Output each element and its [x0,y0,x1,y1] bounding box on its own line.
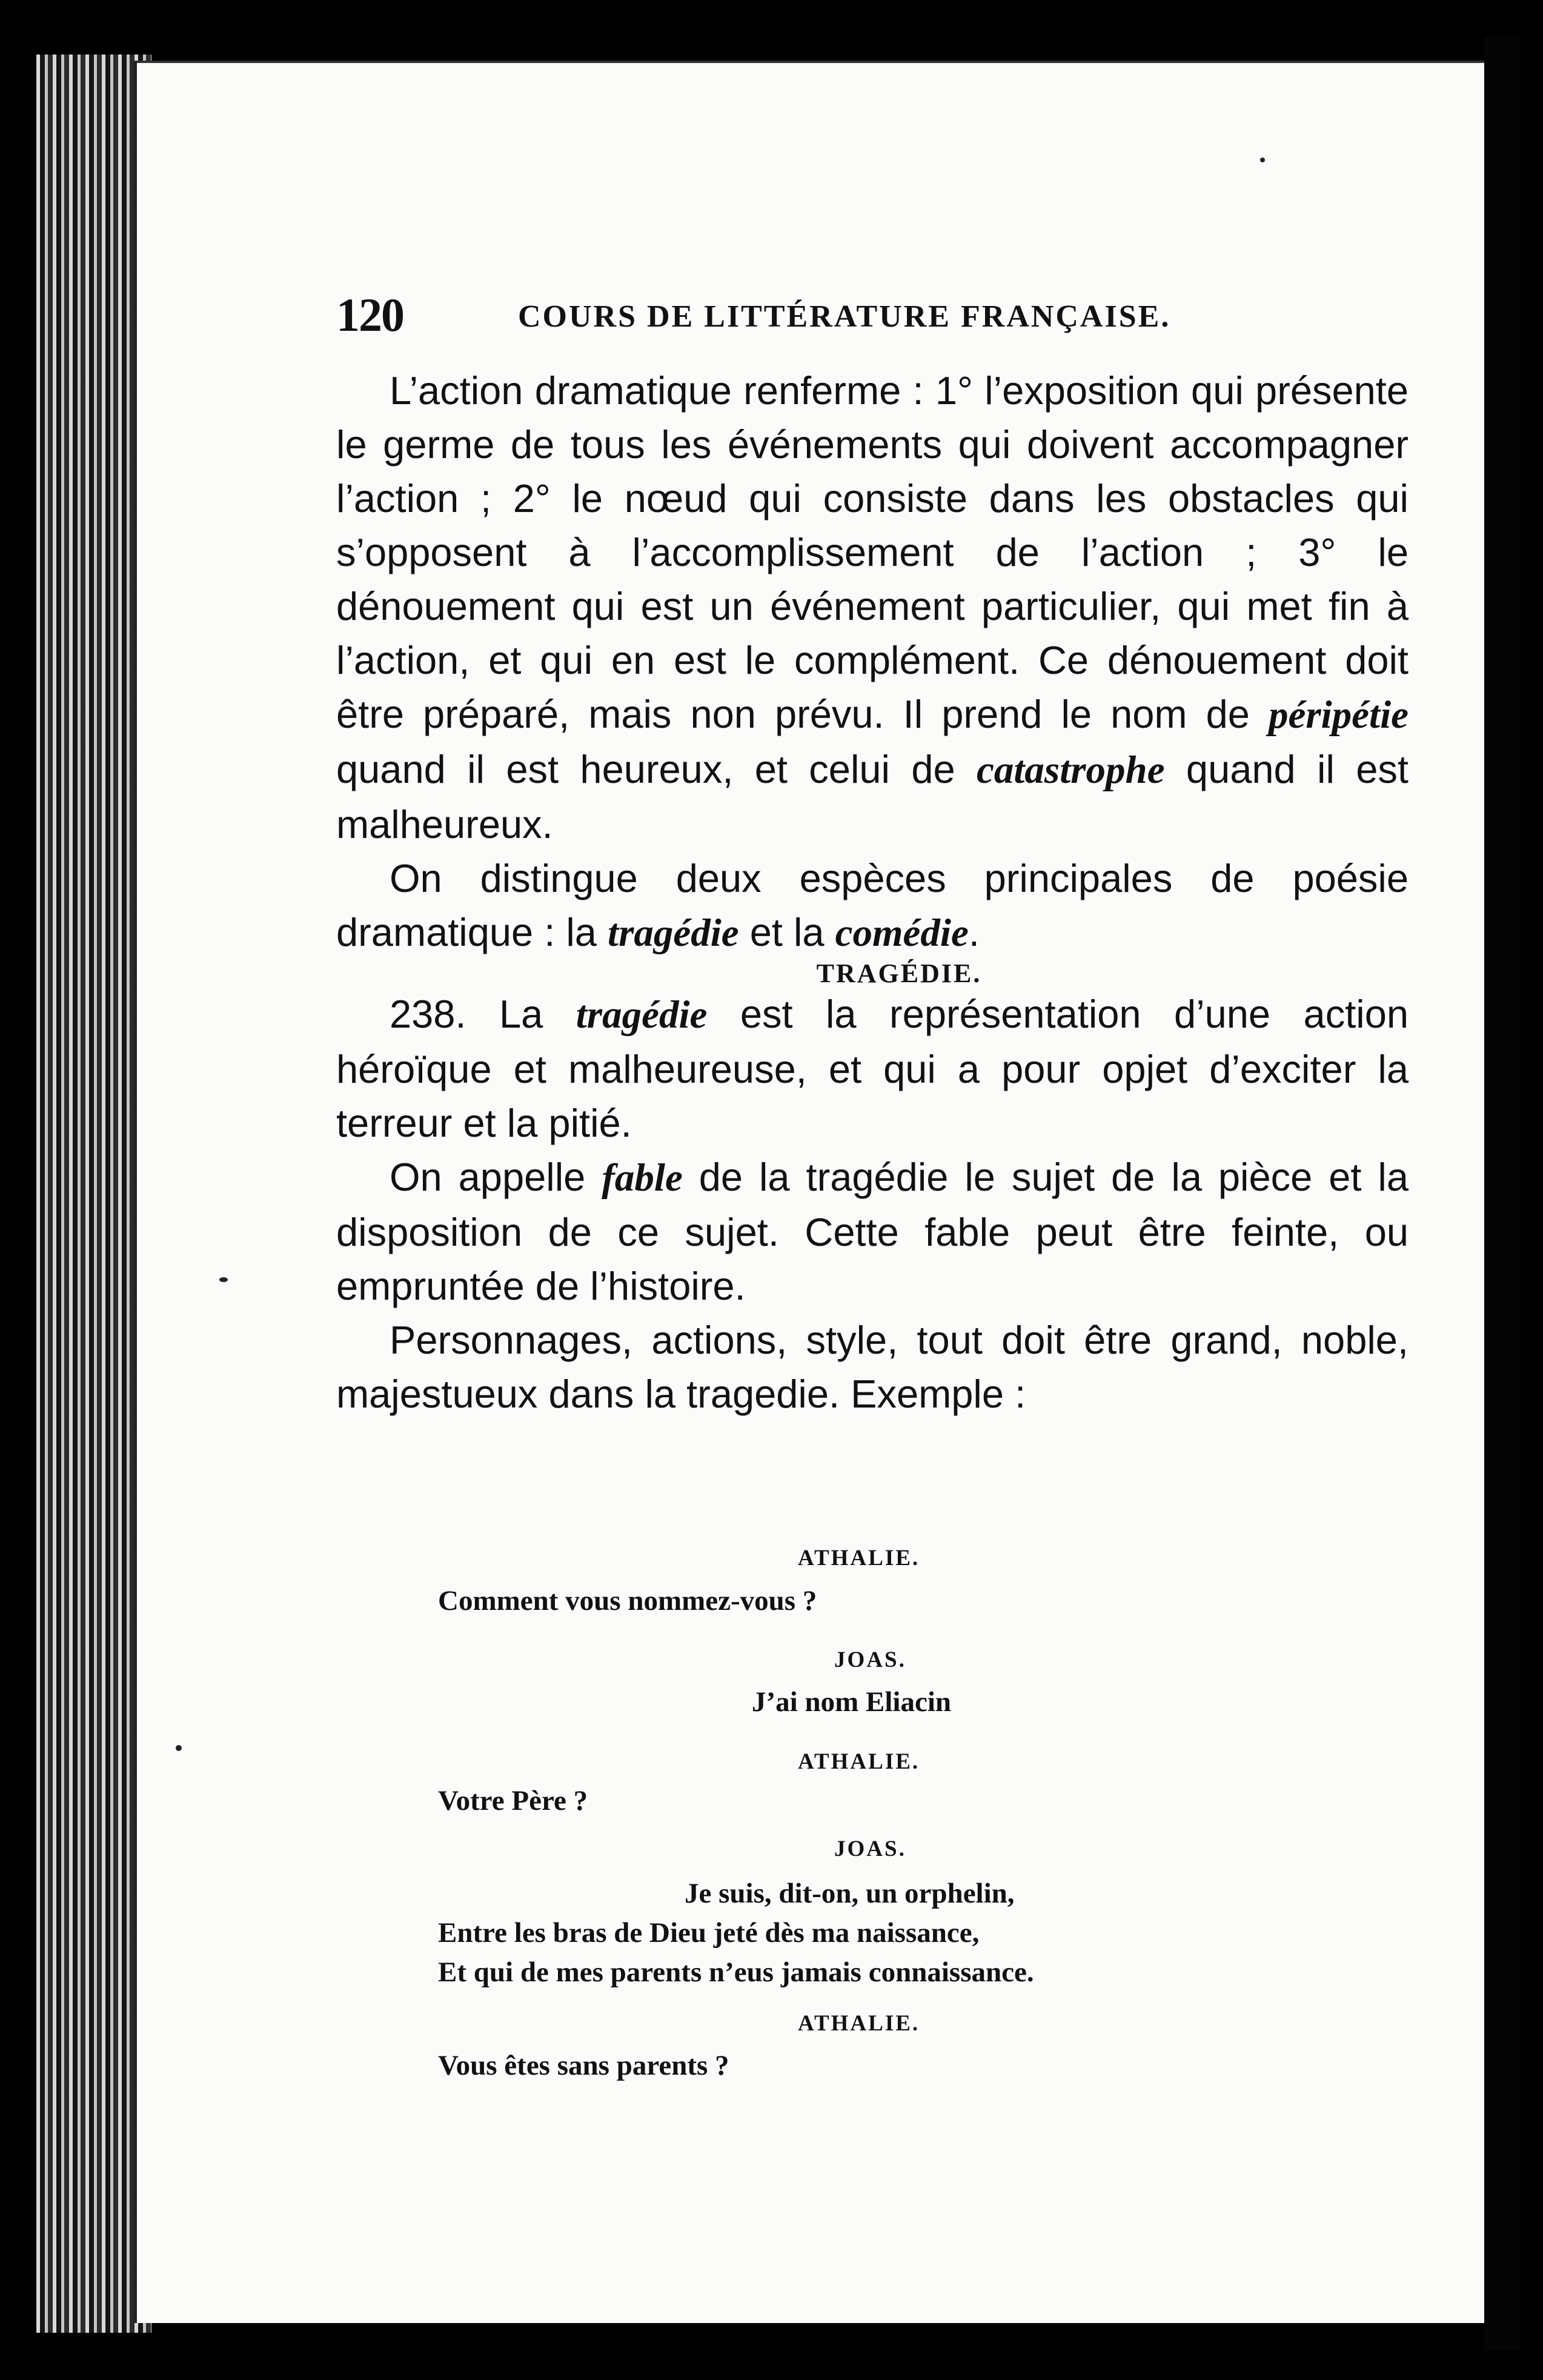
scan-speck [219,1277,228,1282]
scan-speck [176,1745,182,1751]
speaker-name: ATHALIE. [798,2011,920,2036]
verse-line: Vous êtes sans parents ? [438,2050,729,2081]
speaker-name: ATHALIE. [798,1749,920,1774]
verse-line: Votre Père ? [438,1785,588,1817]
italic-term: catastrophe [977,748,1165,792]
verse-line: Entre les bras de Dieu jeté dès ma naissance, [438,1917,980,1949]
text-run: de la tragédie le sujet de la pièce et la disposition de ce sujet. Cette fable peut être feinte, ou empruntée de l’histoire. [336,1155,1409,1308]
verse-line: Et qui de mes parents n’eus jamais connaissance. [438,1956,1034,1988]
text-run: . [968,910,980,954]
text-run: 238. La [390,992,576,1036]
text-run: quand il est malheureux. [336,747,1409,846]
page-number: 120 [336,288,403,341]
verse-line: Comment vous nommez-vous ? [438,1585,817,1617]
verse-line: J’ai nom Eliacin [752,1686,952,1718]
text-run: est la représentation d’une action héroïque et malheureuse, et qui a pour opjet d’exciter la terreur et la pitié. [336,992,1409,1145]
text-run: On distingue deux espèces principales de poésie dramatique : la [336,856,1409,954]
speaker-name: JOAS. [834,1837,906,1861]
italic-term: péripétie [1268,693,1409,737]
speaker-name: JOAS. [834,1647,906,1672]
italic-term: tragédie [576,993,708,1037]
scan-speck [1260,158,1265,162]
page-right-edge [1484,36,1521,2351]
text-run: quand il est heureux, et celui de [336,747,977,791]
paragraph-tragedie [336,987,1409,1150]
page-header [336,288,1196,341]
running-head: COURS DE LITTÉRATURE FRANÇAISE. [518,299,1171,334]
paragraph-personnages: Personnages, actions, style, tout doit être grand, noble, majestueux dans la tragedie. Exemple : [336,1318,1409,1416]
italic-term: comédie [835,911,969,955]
text-run: et la [738,910,835,954]
italic-term: fable [602,1156,683,1200]
paragraph-fable [336,1150,1409,1313]
text-run: On appelle [390,1155,602,1199]
body-text [336,364,1409,1421]
paragraph-action [336,364,1409,851]
text-run: L’action dramatique renferme : 1° l’exposition qui présente le germe de tous les événements qui doivent accompagner l’action ; 2° le nœud qui consiste dans les obstacles qui s’opposent à l’accomplissement de l’action ; 3° le dénouement qui est un événement particulier, qui met fin à l’action, et qui en est le complément. Ce dénouement doit être préparé, mais non prévu. Il prend le nom de [336,368,1409,736]
italic-term: tragédie [608,911,739,955]
section-title: TRAGÉDIE. [816,959,982,988]
verse-line: Je suis, dit-on, un orphelin, [685,1878,1015,1909]
speaker-name: ATHALIE. [798,1546,920,1571]
paragraph-species [336,851,1409,960]
